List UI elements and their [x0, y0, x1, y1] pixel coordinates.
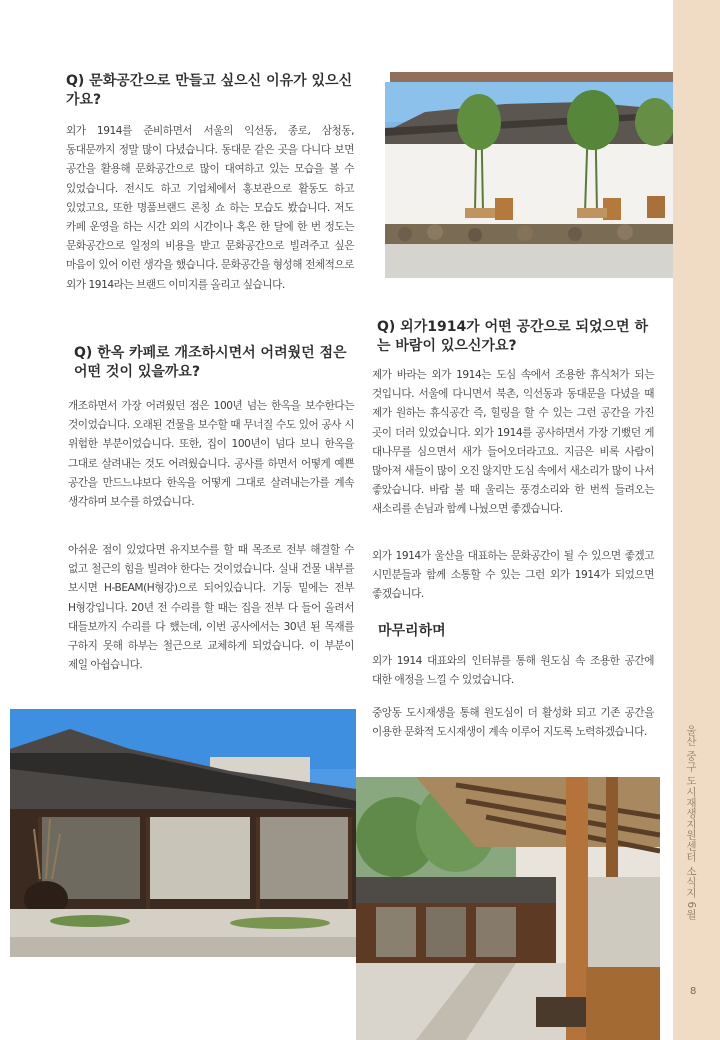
q2-heading: Q) 한옥 카페로 개조하시면서 어려웠던 점은 어떤 것이 있을까요? [74, 345, 347, 380]
q3-body-1: 제가 바라는 외가 1914는 도심 속에서 조용한 휴식처가 되는 것입니다. 서울에 다니면서 북촌, 익선동과 동대문을 다녔을 때 제가 원하는 휴식공간 즉, 힐링을 할 수 있는 그런 공간을 가진 곳이 더러 있었습니다. 외가 1914를 공사하면서 가장 기뻤던 게 대나무를 심으면서 새가 들어오더라고요. 지금은 비록 사람이 많아져 새들이 많이 오진 않지만 도심 속에서 새소리가 많이 나서 좋았습니다. 바람 불 때 울리는 풍경소리와 한 번씩 들려오는 새소리를 손님과 함께 나눴으면 좋겠습니다. [372, 369, 654, 516]
bamboo-courtyard-photo [385, 82, 673, 278]
q3-body-2: 외가 1914가 울산을 대표하는 문화공간이 될 수 있으면 좋겠고 시민분들과 함께 소통할 수 있는 그런 외가 1914가 되었으면 좋겠습니다. [372, 550, 654, 601]
q1-body: 외가 1914를 준비하면서 서울의 익선동, 종로, 삼청동, 동대문까지 정말 많이 다녔습니다. 동대문 같은 곳을 다니다 보면 공간을 활용해 문화공간으로 많이 대여하고 있는 모습을 볼 수 있었습니다. 전시도 하고 기업체에서 홍보관으로 활동도 하고 있었고요, 또한 명품브랜드 론칭 쇼 하는 모습도 봤습니다. 저도 카페 운영을 하는 시간 외의 시간이나 혹은 한 달에 한 번 정도는 문화공간으로 일정의 비용을 받고 문화공간으로 빌려주고 싶은 마음이 있어 이런 생각을 했습니다. 문화공간을 형성해 전체적으로 외가 1914라는 브랜드 이미지를 올리고 싶습니다. [66, 125, 354, 291]
page-number: 8 [690, 986, 697, 997]
photo-top-bar [390, 72, 673, 82]
closing-body-2: 중앙동 도시재생을 통해 원도심이 더 활성화 되고 기존 공간을 이용한 문화적 도시재생이 계속 이루어 지도록 노력하겠습니다. [372, 707, 654, 739]
q2-body-2: 아쉬운 점이 있었다면 유지보수를 할 때 목조로 전부 해결할 수 없고 철근의 힘을 빌려야 한다는 것이었습니다. 실내 건물 내부를 보시면 H-BEAM(H형강)으로 되어있습니다. 기둥 밑에는 전부 H형강입니다. 20년 전 수리를 할 때는 집을 전부 다 들어 올려서 대들보까지 수리를 다 했는데, 이번 공사에서는 30년 된 목재를 구하지 못해 하부는 철근으로 교체하게 되었습니다. 이 부분이 제일 아쉽습니다. [68, 544, 354, 672]
newsletter-caption: 울산 중구 도시재생지원센터 소식지 6월 [685, 725, 697, 920]
q1-heading: Q) 문화공간으로 만들고 싶으신 이유가 있으신가요? [66, 73, 353, 108]
q2-body-1: 개조하면서 가장 어려웠던 점은 100년 넘는 한옥을 보수한다는 것이었습니다. 오래된 건물을 보수할 때 무너질 수도 있어 공사 시 위험한 부분이었습니다. 또한, 집이 100년이 넘다 보니 한옥을 그대로 살려내는 것도 어려웠습니다. 공사를 하면서 어떻게 예쁜 공간을 만드느냐보다 한옥을 어떻게 그대로 살려내는가를 계속 생각하며 보수를 하였습니다. [68, 400, 354, 509]
q3-heading: Q) 외가1914가 어떤 공간으로 되었으면 하는 바람이 있으신가요? [377, 319, 648, 354]
hanok-exterior-photo [10, 709, 356, 957]
closing-body-1: 외가 1914 대표와의 인터뷰를 통해 원도심 속 조용한 공간에 대한 애정을 느낄 수 있었습니다. [372, 655, 654, 687]
hanok-eaves-photo [356, 777, 660, 1040]
closing-heading: 마무리하며 [378, 623, 446, 639]
